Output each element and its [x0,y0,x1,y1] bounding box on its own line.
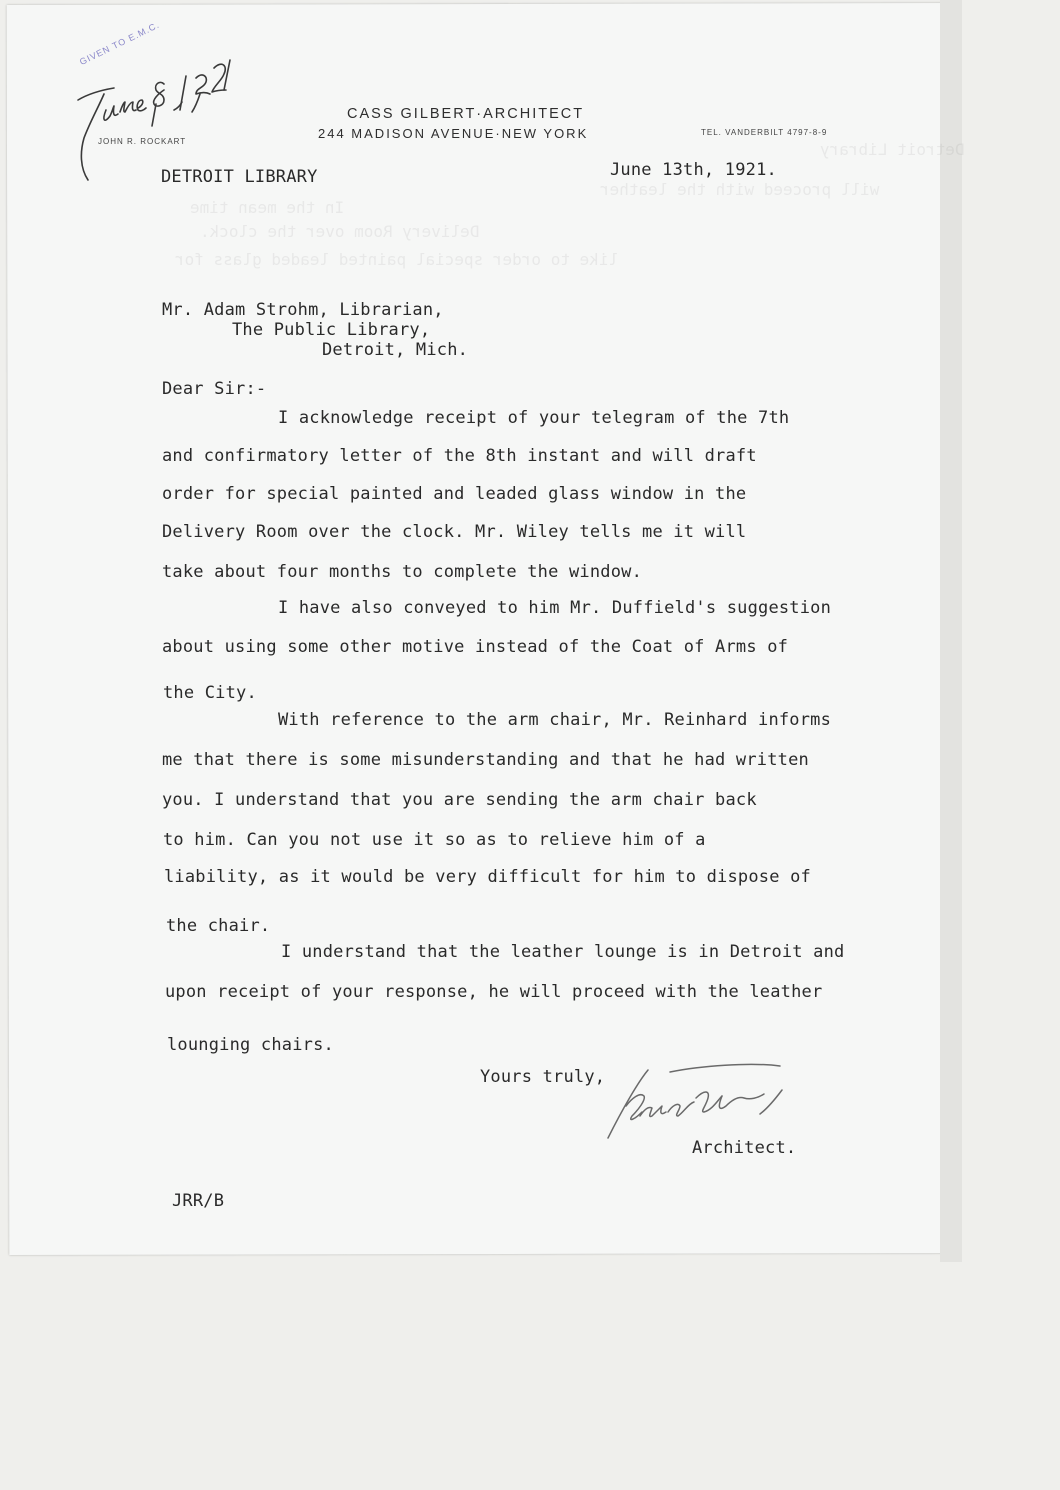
body-line: about using some other motive instead of the Coat of Arms of [162,637,789,657]
body-line: the City. [163,683,257,703]
recipient-line: Mr. Adam Strohm, Librarian, [162,300,444,320]
body-line: the chair. [166,916,271,936]
received-stamp: GIVEN TO E.M.C. [78,19,162,67]
signature-title: Architect. [692,1138,797,1158]
show-through-text: like to order special painted leaded glass for [175,250,619,269]
show-through-text: will proceed with the leather [600,180,880,199]
show-through-text: Delivery Room over the clock. [200,222,480,241]
reference-initials: JRR/B [172,1191,225,1211]
recipient-line: The Public Library, [232,320,431,340]
letter-heading: DETROIT LIBRARY [161,167,318,187]
letterhead-telephone: TEL. VANDERBILT 4797-8-9 [701,128,828,137]
body-line: to him. Can you not use it so as to relieve him of a [163,830,706,850]
recipient-line: Detroit, Mich. [322,340,469,360]
letter-date: June 13th, 1921. [610,160,777,180]
body-line: Delivery Room over the clock. Mr. Wiley tells me it will [162,522,747,542]
body-line: me that there is some misunderstanding and that he had written [162,750,809,770]
letterhead-associate: JOHN R. ROCKART [98,137,187,146]
body-line: I have also conveyed to him Mr. Duffield's suggestion [278,598,832,618]
body-line: take about four months to complete the window. [162,562,643,582]
salutation: Dear Sir:- [162,379,267,399]
body-line: upon receipt of your response, he will proceed with the leather [165,982,823,1002]
paper-edge [940,0,962,1262]
closing: Yours truly, [480,1067,606,1087]
body-line: With reference to the arm chair, Mr. Reinhard informs [278,710,832,730]
letterhead-address: 244 MADISON AVENUE·NEW YORK [318,126,589,141]
body-line: I acknowledge receipt of your telegram of the 7th [278,408,790,428]
show-through-text: Detroit Library [820,140,965,159]
body-line: I understand that the leather lounge is in Detroit and [281,942,845,962]
show-through-text: In the mean time [190,198,345,217]
body-line: liability, as it would be very difficult for him to dispose of [164,867,811,887]
body-line: order for special painted and leaded glass window in the [162,484,747,504]
letterhead-name: CASS GILBERT·ARCHITECT [347,106,585,122]
body-line: lounging chairs. [167,1035,334,1055]
body-line: and confirmatory letter of the 8th instant and will draft [162,446,757,466]
body-line: you. I understand that you are sending the arm chair back [162,790,757,810]
